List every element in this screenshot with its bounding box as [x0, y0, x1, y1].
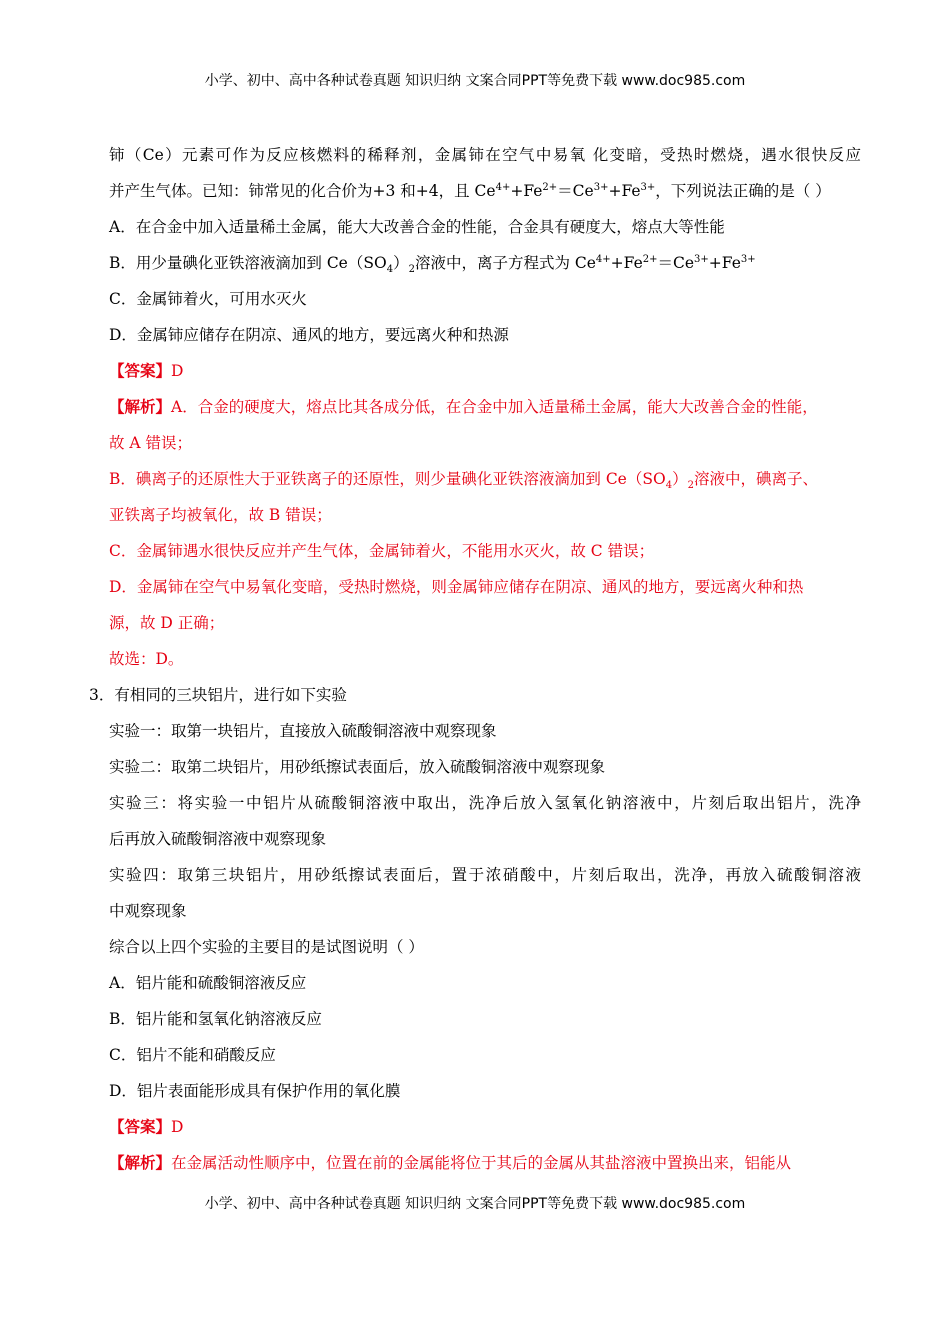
q3-option-a: A．铝片能和硫酸铜溶液反应 [109, 974, 307, 992]
q2-analysis-line-7: 源，故 D 正确； [109, 614, 225, 632]
analysis-tag: 【解析】 [109, 397, 172, 416]
q2-analysis-line-3: B．碘离子的还原性大于亚铁离子的还原性，则少量碘化亚铁溶液滴加到 $Ce(SO_4)_2$溶液中，碘离子、 [109, 470, 818, 492]
q3-experiment-4-line-1: 实验四：取第三块铝片，用砂纸擦试表面后，置于浓硝酸中，片刻后取出，洗净，再放入硫酸铜溶液 [109, 866, 861, 884]
q2-analysis-line-1: 【解析】A．合金的硬度大，熔点比其各成分低，在合金中加入适量稀土金属，能大大改善合金的性能， [109, 397, 818, 416]
q2-analysis-line-5: C．金属铈遇水很快反应并产生气体，金属铈着火，不能用水灭火，故 C 错误； [109, 542, 655, 560]
document-body [0, 143, 950, 1187]
q2-analysis-line-4: 亚铁离子均被氧化，故 B 错误； [109, 506, 332, 524]
q2-option-a: A．在合金中加入适量稀土金属，能大大改善合金的性能，合金具有硬度大，熔点大等性能 [109, 218, 725, 236]
page-footer: 小学、初中、高中各种试卷真题 知识归纳 文案合同PPT等免费下载 www.doc985.com [204, 1196, 746, 1212]
q2-analysis-line-8: 故选：D。 [109, 650, 184, 668]
page-header: 小学、初中、高中各种试卷真题 知识归纳 文案合同PPT等免费下载 www.doc985.com [204, 73, 746, 89]
q3-experiment-2: 实验二：取第二块铝片，用砂纸擦试表面后，放入硫酸铜溶液中观察现象 [109, 758, 606, 776]
q2-option-d: D．金属铈应储存在阴凉、通风的地方，要远离火种和热源 [109, 326, 509, 344]
q3-experiment-3-line-2: 后再放入硫酸铜溶液中观察现象 [109, 830, 327, 848]
q2-stem-line-1: 铈（Ce）元素可作为反应核燃料的稀释剂，金属铈在空气中易氧 化变暗，受热时燃烧，遇水很快反应 [109, 146, 861, 164]
q3-analysis-line-1: 【解析】在金属活动性顺序中，位置在前的金属能将位于其后的金属从其盐溶液中置换出来，铝能从 [109, 1153, 792, 1172]
q2-answer: 【答案】D [109, 361, 184, 380]
q3-experiment-1: 实验一：取第一块铝片，直接放入硫酸铜溶液中观察现象 [109, 722, 497, 740]
q3-experiment-4-line-2: 中观察现象 [109, 902, 187, 920]
q2-stem-line-2: 并产生气体。已知：铈常见的化合价为+3 和+4，且 $Ce^{4+}+Fe^{2+}=Ce^{3+}+Fe^{3+}$，下列说法正确的是（ ） [109, 181, 831, 200]
answer-tag: 【答案】 [109, 361, 172, 380]
q2-analysis-line-2: 故 A 错误； [109, 434, 193, 452]
q3-experiment-3-line-1: 实验三：将实验一中铝片从硫酸铜溶液中取出，洗净后放入氢氧化钠溶液中，片刻后取出铝片，洗净 [109, 794, 861, 812]
q3-option-b: B．铝片能和氢氧化钠溶液反应 [109, 1010, 322, 1028]
q3-question: 综合以上四个实验的主要目的是试图说明（ ） [109, 938, 424, 956]
q2-option-b: B．用少量碘化亚铁溶液滴加到 $Ce(SO_4)_2$溶液中，离子方程式为 $Ce^{4+}+Fe^{2+}=Ce^{3+}+Fe^{3+}$ [109, 253, 756, 276]
q3-stem: 3．有相同的三块铝片，进行如下实验 [89, 686, 347, 704]
q2-analysis-line-6: D．金属铈在空气中易氧化变暗，受热时燃烧，则金属铈应储存在阴凉、通风的地方，要远离火种和热 [109, 578, 804, 596]
q3-option-d: D．铝片表面能形成具有保护作用的氧化膜 [109, 1082, 401, 1100]
q3-option-c: C．铝片不能和硝酸反应 [109, 1046, 276, 1064]
q3-answer: 【答案】D [109, 1117, 184, 1136]
analysis-tag: 【解析】 [109, 1153, 172, 1172]
q2-option-c: C．金属铈着火，可用水灭火 [109, 290, 307, 308]
answer-tag: 【答案】 [109, 1117, 172, 1136]
